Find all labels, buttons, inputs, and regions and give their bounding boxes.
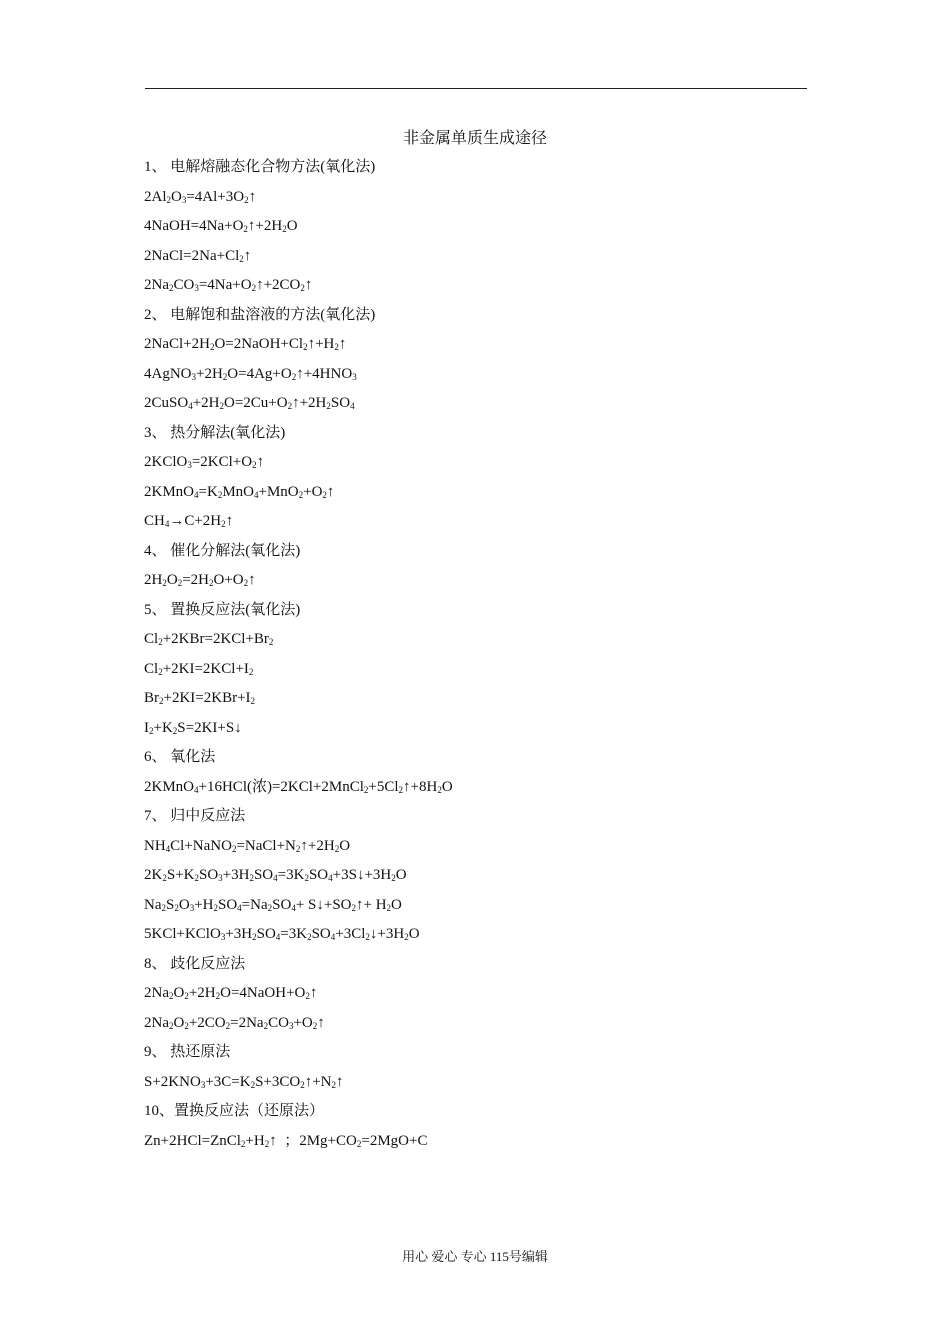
equation-line: $Zn+2HCl=ZnCl_2+H_2↑$ ；$2Mg+CO_2=2MgO+C$ [144,1132,428,1149]
equation-line: $4NaOH=4Na+O_2↑+2H_2O$ [144,218,298,234]
section-heading: 9、 热还原法 [144,1044,231,1060]
equation-line: $Cl_2+2KI=2KCl+I_2$ [144,660,254,677]
equation-line: $Br_2+2KI=2KBr+I_2$ [144,690,256,706]
equation-line: $2H_2O_2=2H_2O+O_2↑$ [144,572,256,588]
equation-line: $2NaCl+2H_2O=2NaOH+Cl_2↑+H_2↑$ [144,336,347,352]
section-heading: 6、 氧化法 [144,749,216,765]
equation-line: $Cl_2+2KBr=2KCl+Br_2$ [144,631,274,647]
section-heading: 3、 热分解法(氧化法) [144,424,286,441]
equation-line: 2KMnO$_4$+16HCl(浓)$=2KCl+2MnCl_2+5Cl_2↑+8H_2O$ [144,778,453,795]
equation-line: $2KClO_3=2KCl+O_2↑$ [144,454,265,470]
equation-line: $2CuSO_4+2H_2O=2Cu+O_2↑+2H_2SO_4$ [144,395,355,411]
section-heading: 2、 电解饱和盐溶液的方法(氧化法) [144,306,376,323]
header-rule [145,88,807,89]
equation-line: $I_2+K_2S=2KI+S↓$ [144,719,242,736]
section-heading: 4、 催化分解法(氧化法) [144,542,301,559]
equation-line: $2Na_2CO_3=4Na+O_2↑+2CO_2↑$ [144,277,313,293]
equation-line: $S+2KNO_3+3C=K_2S+3CO_2↑+N_2↑$ [144,1073,344,1090]
equation-line: $4AgNO_3+2H_2O=4Ag+O_2↑+4HNO_3$ [144,365,357,382]
equation-line: $NH_4Cl+NaNO_2=NaCl+N_2↑+2H_2O$ [144,837,351,854]
equation-line: $2NaCl=2Na+Cl_2↑$ [144,247,252,264]
equation-line: $5KCl+KClO_3+3H_2SO_4=3K_2SO_4+3Cl_2↓+3H_2O$ [144,926,420,942]
equation-line: $2Al_2O_3=4Al+3O_2↑$ [144,188,257,205]
equation-line: $2Na_2O_2+2CO_2=2Na_2CO_3+O_2↑$ [144,1014,325,1031]
section-heading: 1、 电解熔融态化合物方法(氧化法) [144,159,376,175]
equation-line: $2K_2S+K_2SO_3+3H_2SO_4=3K_2SO_4+3S↓+3H_2O$ [144,867,407,883]
section-heading: 7、 归中反应法 [144,808,246,824]
equation-line: $2Na_2O_2+2H_2O=4NaOH+O_2↑$ [144,985,318,1001]
page-footer: 用心 爱心 专心 115号编辑 [402,1249,548,1264]
section-heading: 5、 置换反应法(氧化法) [144,601,301,618]
section-heading: 10、置换反应法（还原法） [144,1103,325,1119]
equation-line: $2KMnO_4=K_2MnO_4+MnO_2+O_2↑$ [144,483,335,500]
content-lines [144,153,453,1156]
equation-line: $CH_4\to C+2H_2↑$ [144,513,234,529]
page-title: 非金属单质生成途径 [402,130,547,147]
section-heading: 8、 歧化反应法 [144,955,246,972]
equation-line: $Na_2S_2O_3+H_2SO_4=Na_2SO_4+$ $S↓+SO_2↑+ H_2O$ [144,896,402,913]
